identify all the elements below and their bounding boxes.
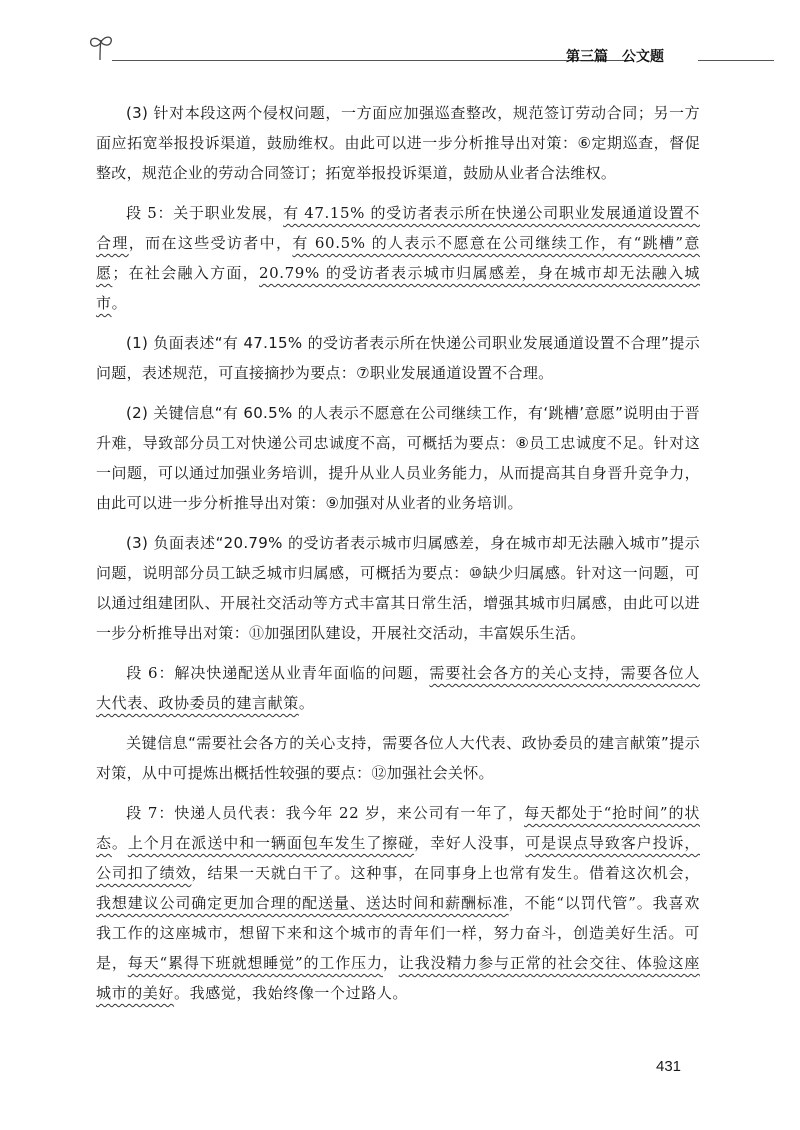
- text-segment: 关键信息“需要社会各方的关心支持，需要各位人大代表、政协委员的建言献策”提示对策，从中可提炼出概括性较强的要点：⑫加强社会关怀。: [96, 734, 700, 782]
- text-segment: (2) 关键信息“有 60.5% 的人表示不愿意在公司继续工作，有‘跳槽’意愿”说明由于晋升难，导致部分员工对快递公司忠诚度不高，可概括为要点：⑧员工忠诚度不足。针对这一问题，可以通过加强业务培训，提升从业人员业务能力，从而提高其自身晋升竞争力，由此可以进一步分析推导出对策：⑨加强对从业者的业务培训。: [96, 404, 700, 512]
- header-part: 第三篇: [566, 49, 608, 65]
- text-segment: ，: [382, 954, 399, 972]
- page-header: [86, 28, 774, 68]
- underlined-phrase: 需要社会各方的关心支持，需要各位人大代表、政协委员的建言献策: [96, 664, 700, 712]
- text-segment: 段 7：快递人员代表：我今年 22 岁，来公司有一年了，: [126, 804, 525, 822]
- page-content: [96, 98, 700, 1018]
- text-segment: (3) 针对本段这两个侵权问题，一方面应加强巡查整改，规范签订劳动合同；另一方面应拓宽举报投诉渠道，鼓励维权。由此可以进一步分析推导出对策：⑥定期巡查，督促整改，规范企业的劳动合同签订；拓宽举报投诉渠道，鼓励从业者合法维权。: [96, 104, 700, 182]
- text-segment: ，幸好人没事，: [414, 834, 526, 852]
- text-segment: 。我感觉，我始终像一个过路人。: [174, 984, 409, 1002]
- underlined-phrase: 每天都处于“抢时间”的状态: [96, 804, 700, 852]
- text-segment: (1) 负面表述“有 47.15% 的受访者表示所在快递公司职业发展通道设置不合理”提示问题，表述规范，可直接摘抄为要点：⑦职业发展通道设置不合理。: [96, 334, 700, 382]
- header-rule-left: [112, 60, 632, 61]
- text-segment: (3) 负面表述“20.79% 的受访者表示城市归属感差，身在城市却无法融入城市”提示问题，说明部分员工缺乏城市归属感，可概括为要点：⑩缺少归属感。针对这一问题，可以通过组建团队、开展社交活动等方式丰富其日常生活，增强其城市归属感，由此可以进一步分析推导出对策：⑪加强团队建设，开展社交活动，丰富娱乐生活。: [96, 534, 700, 642]
- paragraph-4: [96, 398, 700, 518]
- page-number: 431: [656, 1058, 682, 1075]
- paragraph-3: [96, 328, 700, 388]
- paragraph-5: [96, 528, 700, 648]
- header-title: [566, 46, 664, 66]
- text-segment: 。: [111, 834, 128, 852]
- text-segment: ，而在这些受访者中，: [128, 234, 293, 252]
- sprout-icon: [86, 32, 116, 62]
- text-segment: ，结果一天就白干了。这种事，在同事身上也常有发生。借着这次机会，: [191, 864, 700, 882]
- underlined-phrase: 有 60.5% 的人表示不愿意在公司继续工作，有“跳槽”意愿: [96, 234, 700, 282]
- text-segment: ，不能“以罚代管”。我喜欢我工作的这座城市，想留下来和这个城市的青年们一样，努力奋斗，创造美好生活。可是，: [96, 894, 700, 972]
- paragraph-8: [96, 798, 700, 1008]
- paragraph-7: [96, 728, 700, 788]
- paragraph-2: [96, 198, 700, 318]
- text-segment: 。: [298, 694, 315, 712]
- header-rule-right: [698, 60, 774, 61]
- text-segment: 段 6：解决快递配送从业青年面临的问题，: [126, 664, 430, 682]
- underlined-phrase: 让我没精力参与正常的社会交往、体验这座城市的美好: [96, 954, 700, 1002]
- underlined-phrase: 可是误点导致客户投诉，公司扣了绩效: [96, 834, 700, 882]
- underlined-phrase: 上个月在派送中和一辆面包车发生了擦碰: [127, 834, 415, 852]
- paragraph-6: [96, 658, 700, 718]
- underlined-phrase: 我想建议公司确定更加合理的配送量、送达时间和薪酬标准: [96, 894, 509, 912]
- header-section: 公文题: [622, 49, 664, 65]
- text-segment: 。: [111, 294, 128, 312]
- underlined-phrase: 每天“累得下班就想睡觉”的工作压力: [127, 954, 383, 972]
- text-segment: 段 5：关于职业发展，: [126, 204, 284, 222]
- underlined-phrase: 有 47.15% 的受访者表示所在快递公司职业发展通道设置不合理: [96, 204, 700, 252]
- text-segment: ；在社会融入方面，: [112, 264, 259, 282]
- underlined-phrase: 20.79% 的受访者表示城市归属感差，身在城市却无法融入城市: [96, 264, 701, 312]
- paragraph-1: [96, 98, 700, 188]
